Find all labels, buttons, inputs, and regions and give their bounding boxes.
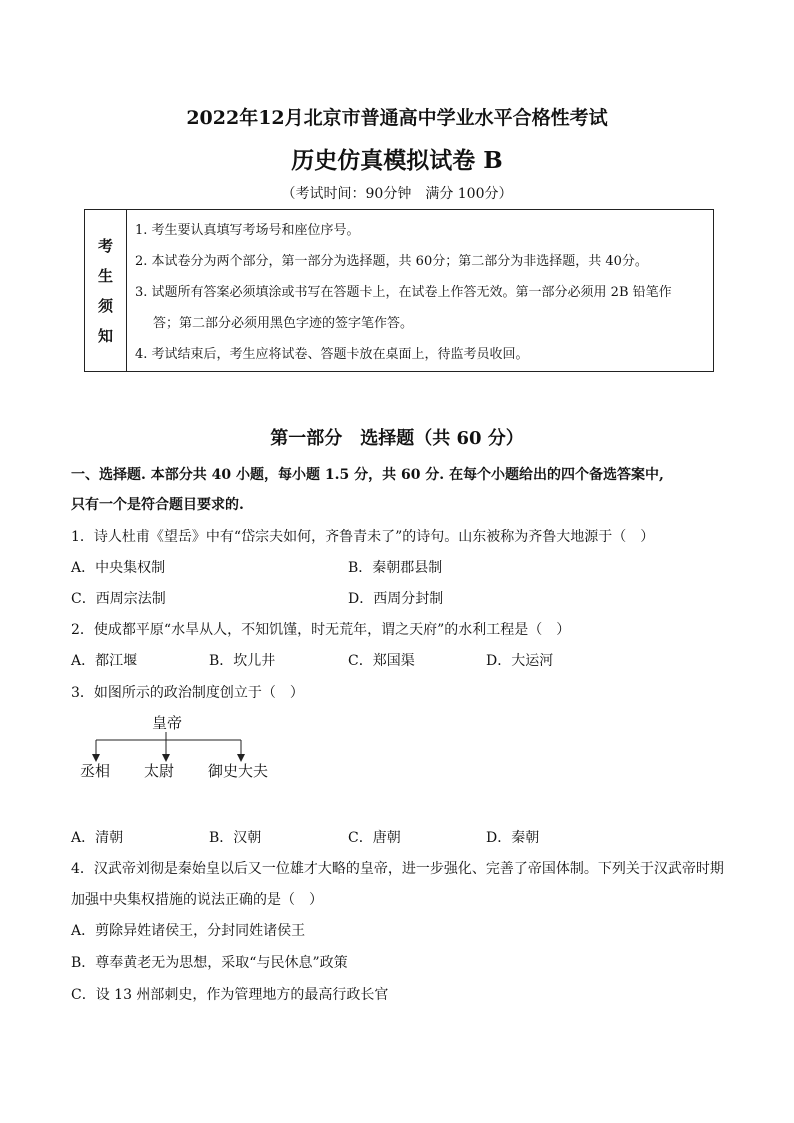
question-stem: 4．汉武帝刘彻是秦始皇以后又一位雄才大略的皇帝，进一步强化、完善了帝国体制。下列关于汉武帝时期 [71, 861, 724, 877]
diagram-top-node: 皇帝 [152, 714, 183, 732]
option-a: A．清朝 [71, 830, 124, 846]
part1-title: 第一部分 选择题（共 60 分） [270, 428, 524, 449]
diagram-child-node: 太尉 [144, 762, 175, 780]
notice-label-char: 考 [97, 236, 113, 255]
instruction-bold: 在每个小题给出的四个备选答案中, [449, 467, 664, 483]
option-c: C．唐朝 [348, 830, 401, 846]
option-a: A．中央集权制 [71, 560, 166, 576]
option-d: D．大运河 [486, 653, 554, 669]
option-a: A．都江堰 [71, 653, 138, 669]
diagram-child-node: 丞相 [80, 762, 111, 780]
question-stem: 3．如图所示的政治制度创立于（ ） [71, 685, 304, 701]
exam-info: （考试时间：90分钟 满分 100分） [281, 186, 513, 202]
part1-instruction [71, 464, 664, 484]
notice-line: 2. 本试卷分为两个部分，第一部分为选择题，共 60分；第二部分为非选择题，共 40分。 [135, 254, 648, 269]
option-b: B．秦朝郡县制 [348, 560, 443, 576]
diagram-child-node: 御史大夫 [208, 762, 269, 780]
option-d: D．西周分封制 [348, 591, 444, 607]
part1-instruction-line2: 只有一个是符合题目要求的. [71, 497, 244, 513]
notice-line: 3. 试题所有答案必须填涂或书写在答题卡上，在试卷上作答无效。第一部分必须用 2B 铅笔作 [135, 285, 672, 300]
hierarchy-diagram [78, 712, 288, 782]
exam-title: 2022年12月北京市普通高中学业水平合格性考试 [186, 107, 608, 129]
notice-label [85, 210, 127, 371]
notice-body [127, 210, 713, 371]
option-d: D．秦朝 [486, 830, 540, 846]
option-a: A．剪除异姓诸侯王，分封同姓诸侯王 [71, 923, 306, 939]
instruction-normal: 一、选择题. 本部分共 40 小题，每小题 1.5 分，共 60 分. [71, 467, 450, 483]
notice-label-char: 须 [97, 296, 113, 315]
option-c: C．设 13 州部刺史，作为管理地方的最高行政长官 [71, 987, 389, 1003]
notice-label-char: 知 [97, 326, 113, 345]
option-b: B．汉朝 [209, 830, 262, 846]
option-b: B．尊奉黄老无为思想，采取“与民休息”政策 [71, 955, 348, 971]
option-b: B．坎儿井 [209, 653, 276, 669]
paper-title: 历史仿真模拟试卷 B [291, 147, 503, 174]
notice-line: 1. 考生要认真填写考场号和座位序号。 [135, 223, 360, 238]
notice-box [84, 209, 714, 372]
option-c: C．西周宗法制 [71, 591, 166, 607]
notice-label-char: 生 [97, 266, 113, 285]
question-stem: 1．诗人杜甫《望岳》中有“岱宗夫如何，齐鲁青未了”的诗句。山东被称为齐鲁大地源于（ ） [71, 529, 655, 545]
notice-line: 4. 考试结束后，考生应将试卷、答题卡放在桌面上，待监考员收回。 [135, 347, 529, 362]
question-stem-line2: 加强中央集权措施的说法正确的是（ ） [71, 892, 323, 908]
option-c: C．郑国渠 [348, 653, 415, 669]
notice-line: 答；第二部分必须用黑色字迹的签字笔作答。 [153, 316, 414, 331]
question-stem: 2．使成都平原“水旱从人，不知饥馑，时无荒年，谓之天府”的水利工程是（ ） [71, 622, 571, 638]
